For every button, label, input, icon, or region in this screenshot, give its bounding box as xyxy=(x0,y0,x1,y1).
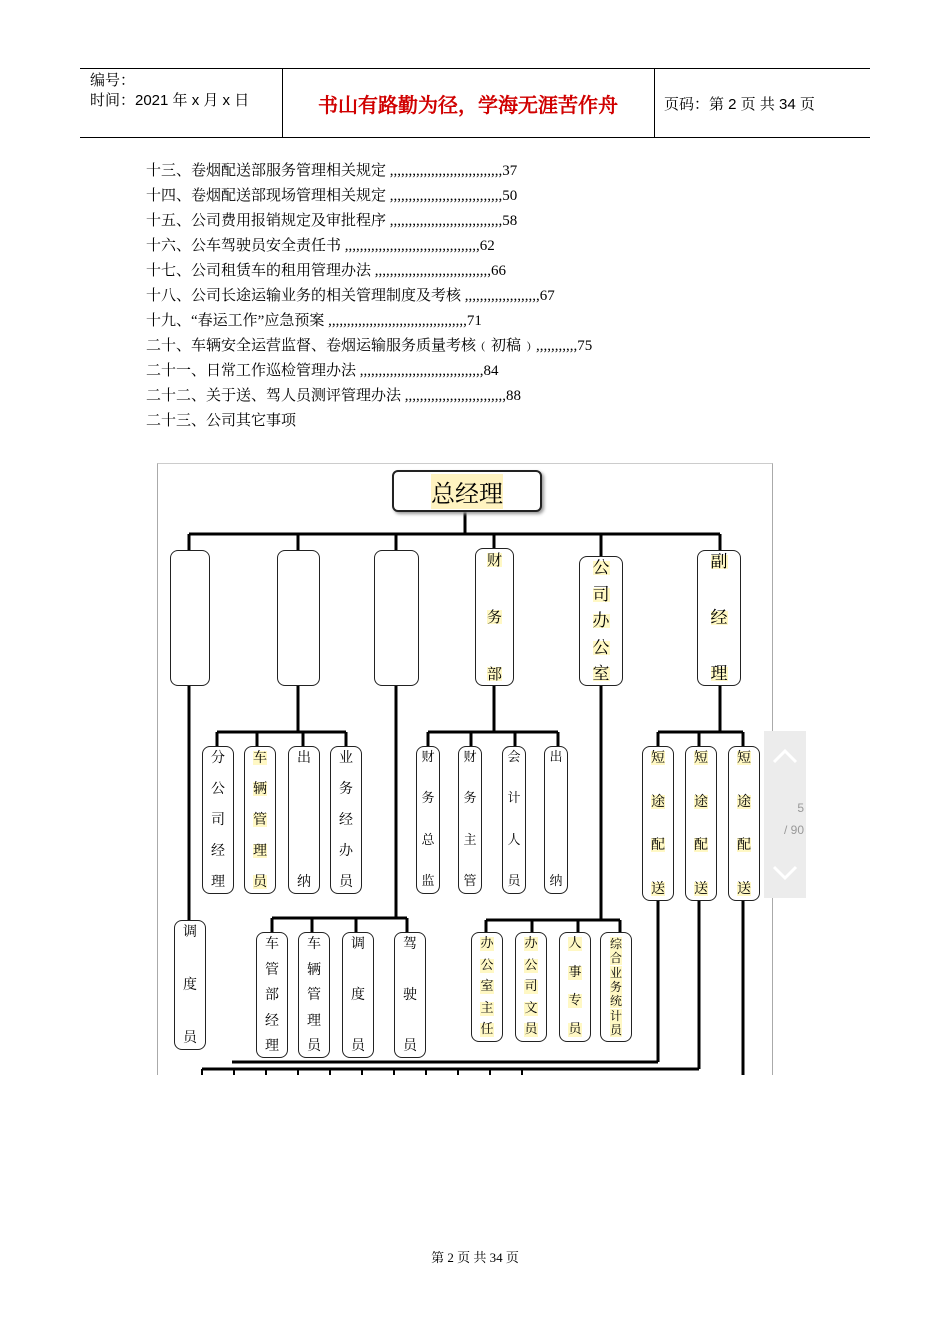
role-box xyxy=(544,746,568,894)
role-box xyxy=(559,932,591,1042)
toc-entry[interactable]: 十八、公司长途运输业务的相关管理制度及考核 ,,,,,,,,,,,,,,,,,,,,67 xyxy=(146,288,555,304)
role-box-dispatcher xyxy=(174,920,206,1050)
header-divider xyxy=(654,69,655,137)
role-box xyxy=(471,932,503,1042)
role-box-label: 车 管 部 经 理 xyxy=(265,936,279,1054)
toc-entry[interactable]: 十五、公司费用报销规定及审批程序 ,,,,,,,,,,,,,,,,,,,,,,,,,,,,,,58 xyxy=(146,213,518,229)
role-box-label: 会 计 人 员 xyxy=(507,750,521,889)
role-box xyxy=(416,746,440,894)
dept-box-b2 xyxy=(277,550,320,686)
time-label: 时间：2021 年 x 月 x 日 xyxy=(90,92,250,109)
role-box xyxy=(330,746,362,894)
toc-entry[interactable]: 二十二、关于送、驾人员测评管理办法 ,,,,,,,,,,,,,,,,,,,,,,,,,,,88 xyxy=(146,388,522,404)
toc-entry[interactable]: 十三、卷烟配送部服务管理相关规定 ,,,,,,,,,,,,,,,,,,,,,,,,,,,,,,37 xyxy=(146,163,518,179)
ceo-label: 总经理 xyxy=(431,474,503,509)
toc-entry[interactable]: 二十三、公司其它事项 xyxy=(146,413,297,429)
role-box xyxy=(642,746,674,901)
role-box xyxy=(244,746,276,894)
role-box-label: 出 纳 xyxy=(549,750,563,889)
dept-box-office-label: 公 司 办 公 室 xyxy=(592,558,610,684)
role-box xyxy=(502,746,526,894)
role-box-label: 财 务 总 监 xyxy=(421,750,435,889)
role-box-dispatcher-label: 调 度 员 xyxy=(183,924,197,1046)
role-box xyxy=(515,932,547,1042)
toc-entry[interactable]: 十六、公车驾驶员安全责任书 ,,,,,,,,,,,,,,,,,,,,,,,,,,,,,,,,,,,,62 xyxy=(146,238,495,254)
role-box xyxy=(728,746,760,901)
dept-box-b3-label xyxy=(375,555,418,681)
role-box-label: 车 辆 管 理 员 xyxy=(253,750,267,890)
toc-entry[interactable]: 二十、车辆安全运营监督、卷烟运输服务质量考核﹙初稿﹚,,,,,,,,,,,75 xyxy=(146,338,593,354)
role-box xyxy=(288,746,320,894)
role-box-label: 短 途 配 送 xyxy=(737,750,751,897)
toc-entry[interactable]: 十九、“春运工作”应急预案 ,,,,,,,,,,,,,,,,,,,,,,,,,,,,,,,,,,,,,71 xyxy=(146,313,482,329)
toc-entry[interactable]: 十四、卷烟配送部现场管理相关规定 ,,,,,,,,,,,,,,,,,,,,,,,,,,,,,,50 xyxy=(146,188,518,204)
header-page-info: 页码：第 2 页 共 34 页 xyxy=(664,95,815,113)
chevron-up-icon xyxy=(772,748,798,764)
page-header xyxy=(80,68,870,138)
page-footer: 第 2 页 共 34 页 xyxy=(431,1250,519,1265)
dept-box-b3 xyxy=(374,550,419,686)
role-box-label: 出 纳 xyxy=(297,750,311,890)
role-box xyxy=(685,746,717,901)
role-box xyxy=(298,932,330,1058)
role-box xyxy=(256,932,288,1058)
role-box-label: 办 公 司 文 员 xyxy=(524,936,538,1037)
role-box-label: 驾 驶 员 xyxy=(403,936,417,1054)
dept-box-office xyxy=(579,556,623,686)
page-up-button[interactable] xyxy=(764,731,806,781)
total-page-count: / 90 xyxy=(783,823,804,837)
dept-box-vp-label: 副 经 理 xyxy=(710,552,728,684)
chevron-down-icon xyxy=(772,865,798,881)
current-page-number: 5 xyxy=(797,801,804,815)
role-box xyxy=(458,746,482,894)
page-down-button[interactable] xyxy=(764,848,806,898)
dept-box-finance xyxy=(475,548,514,686)
dept-box-b1 xyxy=(170,550,210,686)
role-box-label: 办 公 室 主 任 xyxy=(480,936,494,1037)
dept-box-vp xyxy=(697,550,741,686)
role-box xyxy=(394,932,426,1058)
role-box-label: 调 度 员 xyxy=(351,936,365,1054)
role-box-label: 分 公 司 经 理 xyxy=(211,750,225,890)
role-box xyxy=(342,932,374,1058)
toc-entry[interactable]: 十七、公司租赁车的租用管理办法 ,,,,,,,,,,,,,,,,,,,,,,,,,,,,,,,66 xyxy=(146,263,507,279)
role-box-label: 短 途 配 送 xyxy=(651,750,665,897)
role-box xyxy=(202,746,234,894)
role-box-label: 车 辆 管 理 员 xyxy=(307,936,321,1054)
header-meta xyxy=(90,71,249,111)
dept-box-finance-label: 财 务 部 xyxy=(486,551,502,683)
table-of-contents xyxy=(146,159,592,434)
role-box-label: 财 务 主 管 xyxy=(463,750,477,889)
page-navigator xyxy=(764,731,806,898)
org-chart xyxy=(157,463,773,1075)
role-box-label: 人 事 专 员 xyxy=(568,936,582,1037)
dept-box-b2-label xyxy=(278,555,319,681)
role-box-label: 短 途 配 送 xyxy=(694,750,708,897)
ceo-box xyxy=(392,470,542,512)
role-box-label: 综 合 业 务 统 计 员 xyxy=(609,937,622,1037)
dept-box-b1-label xyxy=(171,555,209,681)
number-label: 编号： xyxy=(90,72,136,89)
role-box xyxy=(600,932,632,1042)
header-motto: 书山有路勤为径，学海无涯苦作舟 xyxy=(318,92,618,117)
toc-entry[interactable]: 二十一、日常工作巡检管理办法 ,,,,,,,,,,,,,,,,,,,,,,,,,,,,,,,,,84 xyxy=(146,363,499,379)
role-box-label: 业 务 经 办 员 xyxy=(339,750,353,890)
